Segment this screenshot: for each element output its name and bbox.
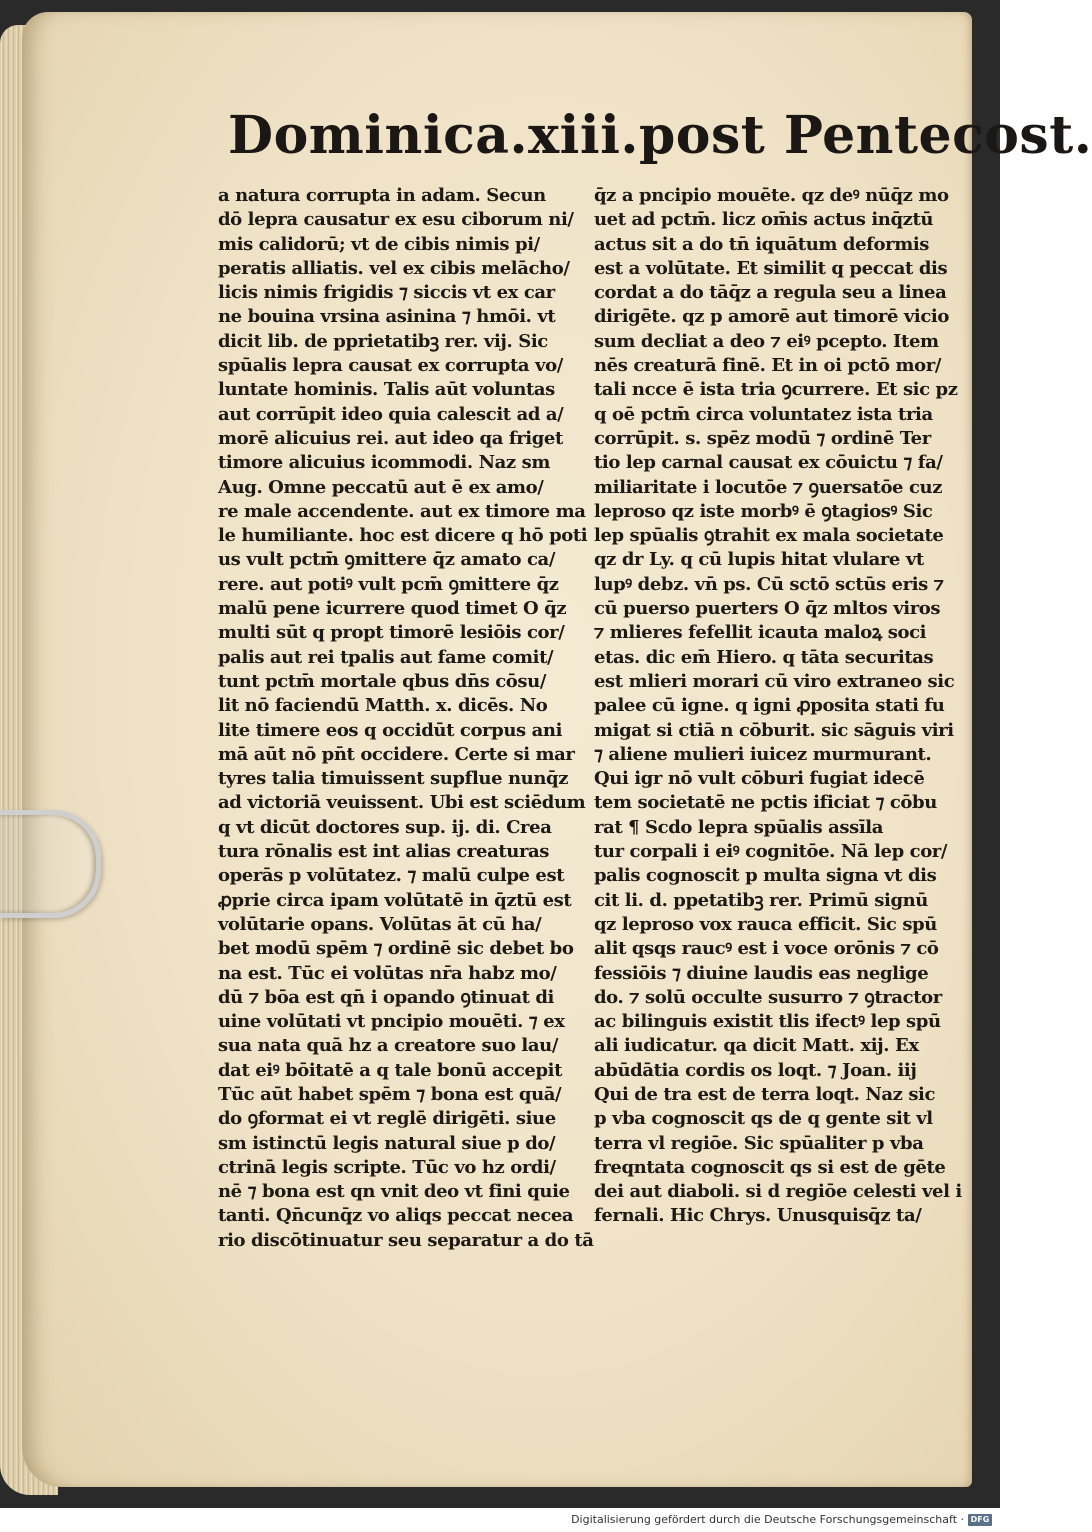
text-line: volūtarie opans. Volūtas āt cū ha/ xyxy=(218,913,542,935)
text-line: licis nimis frigidis ⁊ siccis vt ex car xyxy=(218,282,555,304)
text-line: dū ⁊ bōa est qn̄ i opando ꝯtinuat di xyxy=(218,986,554,1008)
text-line: etas. dic em̄ Hiero. q tāta securitas xyxy=(594,646,934,668)
text-line: uine volūtati vt pncipio mouēti. ⁊ ex xyxy=(218,1011,565,1033)
text-line: ctrinā legis scripte. Tūc vo hz ordi/ xyxy=(218,1156,556,1178)
text-line: abūdātia cordis os loqt. ⁊ Joan. iij xyxy=(594,1059,917,1081)
text-line: do ꝯformat ei vt reglē dirigēti. siue xyxy=(218,1108,556,1130)
text-line: actus sit a do tn̄ iquātum deformis xyxy=(594,233,930,255)
text-line: rat ¶ Scdo lepra spūalis assīla xyxy=(594,816,883,838)
text-line: p vba cognoscit qs de q gente sit vl xyxy=(594,1108,933,1130)
text-line: fessiōis ⁊ diuine laudis eas neglige xyxy=(594,962,929,984)
text-line: nēs creaturā finē. Et in oi pctō mor/ xyxy=(594,355,942,377)
footer-credit: Digitalisierung gefördert durch die Deutsche Forschungsgemeinschaft · xyxy=(571,1513,964,1526)
text-line: luntate hominis. Talis aūt voluntas xyxy=(218,379,555,401)
text-line: ⁊ aliene mulieri iuicez murmurant. xyxy=(594,743,932,765)
text-line: lep spūalis ꝯtrahit ex mala societate xyxy=(594,525,944,547)
text-line: dat eiꝰ bōitatē a q tale bonū accepit xyxy=(218,1059,563,1081)
text-line: fernali. Hic Chrys. Unusquisq̄z ta/ xyxy=(594,1205,922,1227)
text-line: dicit lib. de pprietatibꝫ rer. vij. Sic xyxy=(218,330,548,352)
text-line: palis aut rei tpalis aut fame comit/ xyxy=(218,646,554,668)
text-line: dō lepra causatur ex esu ciborum ni/ xyxy=(218,209,574,231)
text-line: q vt dicūt doctores sup. ij. di. Crea xyxy=(218,816,552,838)
text-line: cit li. d. ppetatibꝫ rer. Primū signū xyxy=(594,889,928,911)
text-line: qz dr Ly. q cū lupis hitat vlulare vt xyxy=(594,549,924,571)
digitization-footer xyxy=(0,1508,1000,1532)
text-line: lit nō faciendū Matth. x. dicēs. No xyxy=(218,695,548,717)
text-line: alit qsqs raucꝰ est i voce orōnis ⁊ cō xyxy=(594,938,939,960)
text-line: migat si ctiā n cōburit. sic sāguis viri xyxy=(594,719,954,741)
text-column-left xyxy=(218,184,594,1253)
text-line: sua nata quā hz a creatore suo lau/ xyxy=(218,1035,558,1057)
text-line: lite timere eos q occidūt corpus ani xyxy=(218,719,563,741)
text-line: corrūpit. s. spēz modū ⁊ ordinē Ter xyxy=(594,427,931,449)
text-line: operās p volūtatez. ⁊ malū culpe est xyxy=(218,865,565,887)
text-line: q̄z a pncipio mouēte. qz deꝰ nūq̄z mo xyxy=(594,185,949,206)
text-line: Qui igr nō vult cōburi fugiat idecē xyxy=(594,768,925,790)
text-line: Tūc aūt habet spēm ⁊ bona est quā/ xyxy=(218,1083,562,1105)
text-line: cū puerso puerters O q̄z mltos viros xyxy=(594,598,941,620)
text-line: timore alicuius icommodi. Naz sm xyxy=(218,452,550,474)
text-line: qz leproso vox rauca efficit. Sic spū xyxy=(594,913,937,935)
text-line: lupꝰ debz. vn̄ ps. Cū sctō sctūs eris ⁊ xyxy=(594,573,944,595)
text-line: dirigēte. qz p amorē aut timorē vicio xyxy=(594,306,949,328)
text-line: morē alicuius rei. aut ideo qa friget xyxy=(218,427,563,449)
text-line: sum decliat a deo ⁊ eiꝰ pcepto. Item xyxy=(594,330,939,352)
page-running-title: Dominica.xiii.post Pentecost. xyxy=(228,105,1092,166)
text-line: tanti. Qn̄cunq̄z vo aliqs peccat necea xyxy=(218,1205,574,1227)
text-line: malū pene icurrere quod timet O q̄z xyxy=(218,598,567,620)
text-line: tur corpali i eiꝰ cognitōe. Nā lep cor/ xyxy=(594,841,948,863)
text-line: spūalis lepra causat ex corrupta vo/ xyxy=(218,355,563,377)
text-line: leproso qz iste morbꝰ ē ꝯtagiosꝰ Sic xyxy=(594,500,933,522)
text-line: bet modū spēm ⁊ ordinē sic debet bo xyxy=(218,938,574,960)
text-column-right xyxy=(594,184,962,1229)
text-line: est mlieri morari cū viro extraneo sic xyxy=(594,670,955,692)
text-line: multi sūt q propt timorē lesiōis cor/ xyxy=(218,622,565,644)
text-line: ad victoriā veuissent. Ubi est sciēdum xyxy=(218,792,586,814)
text-line: dei aut diaboli. si d regiōe celesti vel i xyxy=(594,1181,962,1203)
text-line: ꝓprie circa ipam volūtatē in q̄ztū est xyxy=(218,889,572,911)
text-line: est a volūtate. Et similit q peccat dis xyxy=(594,257,948,279)
text-line: nē ⁊ bona est qn vnit deo vt fini quie xyxy=(218,1181,570,1203)
text-line: terra vl regiōe. Sic spūaliter p vba xyxy=(594,1132,924,1154)
text-line: tura rōnalis est int alias creaturas xyxy=(218,841,550,863)
text-line: freqntata cognoscit qs si est de gēte xyxy=(594,1156,946,1178)
text-line: miliaritate i locutōe ⁊ ꝯuersatōe cuz xyxy=(594,476,943,498)
text-line: sm istinctū legis natural siue p do/ xyxy=(218,1132,556,1154)
text-line: palee cū igne. q igni ꝓposita stati fu xyxy=(594,695,945,717)
text-line: cordat a do tāq̄z a regula seu a linea xyxy=(594,282,947,304)
text-line: ne bouina vrsina asinina ⁊ hmōi. vt xyxy=(218,306,556,328)
text-line: le humiliante. hoc est dicere q hō poti xyxy=(218,525,588,547)
text-line: ⁊ mlieres fefellit icauta maloꝝ soci xyxy=(594,622,927,644)
text-line: Aug. Omne peccatū aut ē ex amo/ xyxy=(218,476,544,498)
text-line: us vult pctm̄ ꝯmittere q̄z amato ca/ xyxy=(218,549,555,571)
text-line: peratis alliatis. vel ex cibis melācho/ xyxy=(218,257,570,279)
text-line: na est. Tūc ei volūtas nr̄a habz mo/ xyxy=(218,962,557,984)
text-line: do. ⁊ solū occulte susurro ⁊ ꝯtractor xyxy=(594,986,942,1008)
text-line: a natura corrupta in adam. Secun xyxy=(218,185,546,206)
text-line: mis calidorū; vt de cibis nimis pi/ xyxy=(218,233,540,255)
text-line: tali ncce ē ista tria ꝯcurrere. Et sic pz xyxy=(594,379,958,401)
text-line: ali iudicatur. qa dicit Matt. xij. Ex xyxy=(594,1035,919,1057)
text-line: aut corrūpit ideo quia calescit ad a/ xyxy=(218,403,564,425)
text-line: rere. aut potiꝰ vult pcm̄ ꝯmittere q̄z xyxy=(218,573,559,595)
text-line: tyres talia timuissent supflue nunq̄z xyxy=(218,768,569,790)
text-line: q oē pctm̄ circa voluntatez ista tria xyxy=(594,403,933,425)
text-line: tunt pctm̄ mortale qbus dn̄s cōsu/ xyxy=(218,670,547,692)
text-line: re male accendente. aut ex timore ma xyxy=(218,500,586,522)
text-line: tem societatē ne pctis ificiat ⁊ cōbu xyxy=(594,792,937,814)
text-line: ac bilinguis existit tlis ifectꝰ lep spū xyxy=(594,1011,941,1033)
page-clip xyxy=(0,810,101,918)
dfg-logo: DFG xyxy=(968,1514,992,1526)
text-line: uet ad pctm̄. licz om̄is actus inq̄ztū xyxy=(594,209,934,231)
text-line: rio discōtinuatur seu separatur a do tā xyxy=(218,1229,594,1251)
text-line: mā aūt nō pn̄t occidere. Certe si mar xyxy=(218,743,575,765)
text-line: Qui de tra est de terra loqt. Naz sic xyxy=(594,1083,936,1105)
text-line: palis cognoscit p multa signa vt dis xyxy=(594,865,937,887)
text-line: tio lep carnal causat ex cōuictu ⁊ fa/ xyxy=(594,452,943,474)
